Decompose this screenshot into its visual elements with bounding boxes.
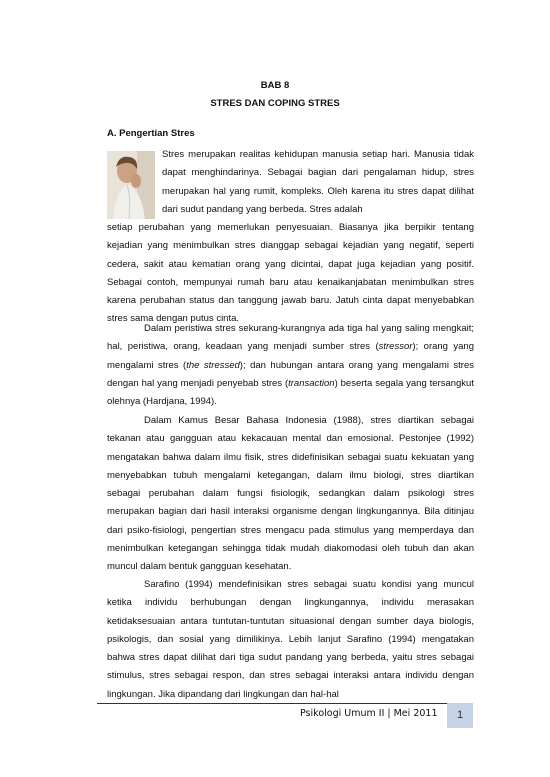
section-heading: A. Pengertian Stres	[107, 128, 195, 139]
footer-divider	[97, 703, 473, 704]
term-the-stressed: the stressed	[186, 359, 240, 371]
page-number: 1	[456, 709, 464, 721]
paragraph-1: setiap perubahan yang memerlukan penyesuaian. Biasanya jika berpikir tentang kejadian yang menimbulkan stres dianggap sebagai kejadian yang negatif, seperti cedera, sakit atau kematian orang yang dicintai, dapat juga kejadian yang positif. Sebagai contoh, mempunyai rumah baru atau kenaikanjabatan menimbulkan stres karena perubahan status dan tanggung jawab baru. Jatuh cinta dapat menyebabkan stres sama dengan putus cinta.	[107, 222, 474, 325]
paragraph-2-part-1: Dalam peristiwa stres sekurang-kurangnya ada tiga hal yang saling mengkait; hal, peristiwa, orang, keadaan yang menjadi sumber stres (	[107, 323, 474, 353]
term-stressor: stressor	[378, 341, 413, 353]
chapter-title: STRES DAN COPING STRES	[210, 98, 340, 109]
chapter-number: BAB 8	[260, 80, 290, 91]
page-number-box	[447, 703, 473, 728]
person-photo	[107, 151, 155, 219]
paragraph-2-part-3: ); dan hubungan antara orang yang mengalami stres dengan hal yang menjadi penyebab stres (	[107, 359, 474, 389]
paragraph-2	[107, 320, 474, 411]
paragraph-3: Dalam Kamus Besar Bahasa Indonesia (1988), stres diartikan sebagai tekanan atau gangguan atau kekacauan mental dan emosional. Pestonjee (1992) mengatakan bahwa dalam ilmu fisik, stres didefinisikan sebagai suatu kekuatan yang menyebabkan tubuh mengalami ketegangan, dalam ilmu biologi, stres diartikan sebagai perubahan dalam fungsi fisiologik, sedangkan dalam psikologi stres merupakan bagian dari hasil interaksi organisme dengan lingkungannya. Bila ditinjau dari psiko-fisiologi, pengertian stres mengacu pada stimulus yang memperdaya dan menimbulkan ketegangan sehingga tidak mudah diakomodasi oleh tubuh dan akan muncul dalam bentuk gangguan kesehatan.	[107, 415, 474, 573]
footer-text: Psikologi Umum II | Mei 2011	[300, 708, 438, 719]
paragraph-intro: Stres merupakan realitas kehidupan manusia setiap hari. Manusia tidak dapat menghindarinya. Sebagai bagian dari pengalaman hidup, stres merupakan hal yang rumit, kompleks. Oleh karena itu stres dapat dilihat dari sudut pandang yang berbeda. Stres adalah	[162, 149, 474, 215]
paragraph-4: Sarafino (1994) mendefinisikan stres sebagai suatu kondisi yang muncul ketika individu berhubungan dengan lingkungannya, individu merasakan ketidaksesuaian antara tuntutan-tuntutan situasional dengan sumber daya biologis, psikologis, dan sosial yang dimilikinya. Lebih lanjut Sarafino (1994) mengatakan bahwa stres dapat dilihat dari tiga sudut pandang yang berbeda, yaitu stres sebagai stimulus, stres sebagai respon, dan stres sebagai interaksi antara individu dengan lingkungan. Jika dipandang dari lingkungan dan hal-hal	[107, 579, 474, 700]
term-transaction: transaction	[288, 377, 335, 389]
paragraph-2-part-2: ); orang yang mengalami stres (	[107, 341, 474, 371]
paragraph-2-part-4: ) beserta segala yang tersangkut olehnya (Hardjana, 1994).	[107, 377, 474, 408]
